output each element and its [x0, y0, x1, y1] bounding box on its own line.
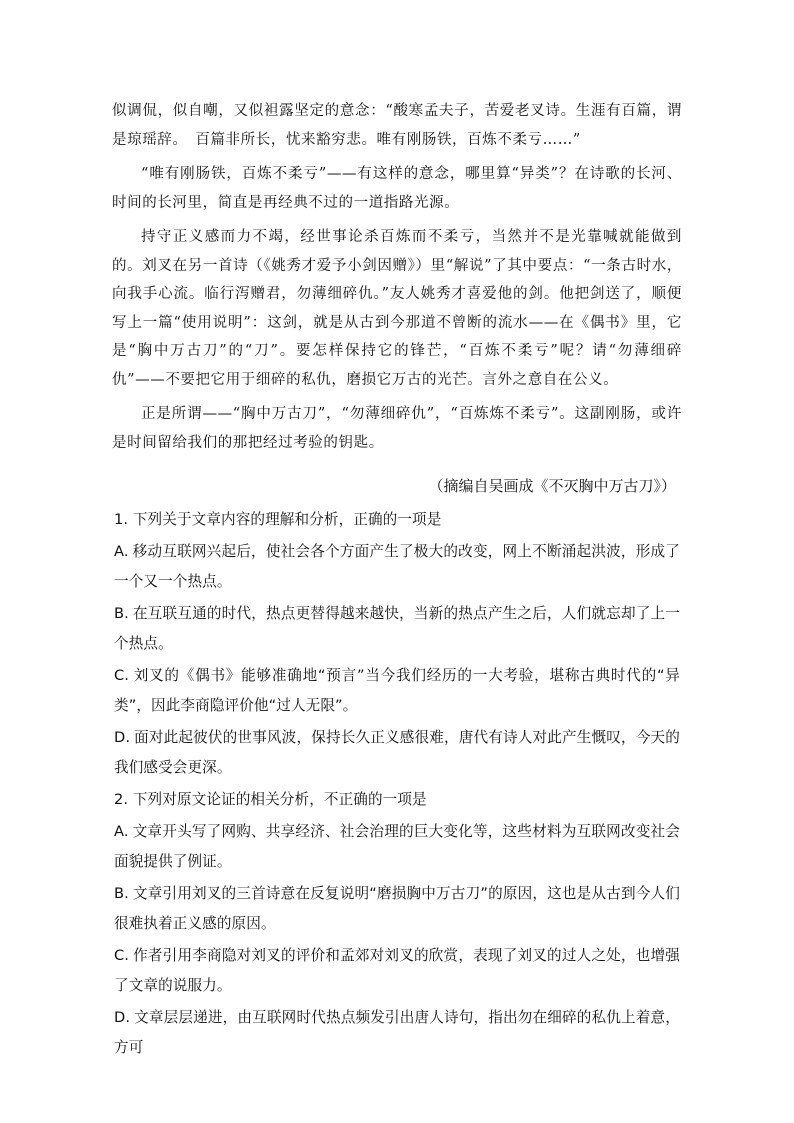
option-label: C. — [114, 667, 130, 684]
answer-option — [114, 879, 680, 939]
option-label: C. — [114, 947, 130, 964]
answer-option — [114, 723, 680, 783]
source-citation: （摘编自吴画成《不灭胸中万古刀》） — [428, 477, 676, 495]
option-text: 移动互联网兴起后，使社会各个方面产生了极大的改变，网上不断涌起洪波，形成了一个又一个热点。 — [114, 543, 680, 590]
answer-option — [114, 537, 680, 597]
option-text: 文章引用刘叉的三首诗意在反复说明“磨损胸中万古刀”的原因，这也是从古到今人们很难执着正义感的原因。 — [114, 885, 680, 932]
option-label: B. — [114, 605, 129, 622]
option-text: 文章层层递进，由互联网时代热点频发引出唐人诗句，指出勿在细碎的私仇上着意，方可 — [114, 1009, 680, 1056]
question-stem: 2. 下列对原文论证的相关分析，不正确的一项是 — [114, 791, 427, 808]
passage — [112, 97, 682, 463]
passage-paragraph: “唯有刚肠铁，百炼不柔亏”——有这样的意念，哪里算“异类”？在诗歌的长河、时间的长河里，简直是再经典不过的一道指路光源。 — [112, 166, 682, 211]
option-label: B. — [114, 885, 129, 902]
option-text: 刘叉的《偶书》能够准确地“预言”当今我们经历的一大考验，堪称古典时代的“异类”，因此李商隐评价他“过人无限”。 — [114, 667, 680, 714]
option-label: A. — [114, 823, 129, 840]
passage-paragraph: 似调侃，似自嘲，又似袒露坚定的意念：“酸寒孟夫子，苦爱老叉诗。生涯有百篇，谓是琼瑶辞。 百篇非所长，忧来豁穷悲。唯有刚肠铁，百炼不柔亏……” — [112, 103, 682, 148]
answer-option — [114, 599, 680, 659]
answer-option — [114, 1003, 680, 1063]
answer-option — [114, 817, 680, 877]
option-text: 在互联互通的时代，热点更替得越来越快，当新的热点产生之后，人们就忘却了上一个热点。 — [114, 605, 680, 652]
answer-option — [114, 661, 680, 721]
option-label: D. — [114, 1009, 131, 1026]
question-stem: 1. 下列关于文章内容的理解和分析，正确的一项是 — [114, 511, 442, 528]
passage-paragraph: 持守正义感而力不竭，经世事论杀百炼而不柔亏，当然并不是光靠喊就能做到的。刘叉在另一首诗（《姚秀才爱予小剑因赠》）里“解说”了其中要点：“一条古时水，向我手心流。临行泻赠君，勿薄细碎仇。”友人姚秀才喜爱他的剑。他把剑送了，顺便写上一篇“使用说明”：这剑，就是从古到今那道不曾断的流水——在《偶书》里，它是“胸中万古刀”的“刀”。要怎样保持它的锋芒，“百炼不柔亏”呢？请“勿薄细碎仇”——不要把它用于细碎的私仇，磨损它万古的光芒。言外之意自在公义。 — [112, 229, 682, 388]
option-text: 文章开头写了网购、共享经济、社会治理的巨大变化等，这些材料为互联网改变社会面貌提供了例证。 — [114, 823, 680, 870]
option-text: 作者引用李商隐对刘叉的评价和孟郊对刘叉的欣赏，表现了刘叉的过人之处，也增强了文章的说服力。 — [114, 947, 680, 994]
option-label: D. — [114, 729, 131, 746]
option-text: 面对此起彼伏的世事风波，保持长久正义感很难，唐代有诗人对此产生慨叹，今天的我们感受会更深。 — [114, 729, 680, 776]
option-label: A. — [114, 543, 129, 560]
answer-option — [114, 941, 680, 1001]
question-list — [114, 505, 680, 1065]
question — [114, 505, 680, 783]
passage-paragraph: 正是所谓——“胸中万古刀”，“勿薄细碎仇”，“百炼炼不柔亏”。这副刚肠，或许是时间留给我们的那把经过考验的钥匙。 — [112, 406, 682, 451]
question — [114, 785, 680, 1063]
